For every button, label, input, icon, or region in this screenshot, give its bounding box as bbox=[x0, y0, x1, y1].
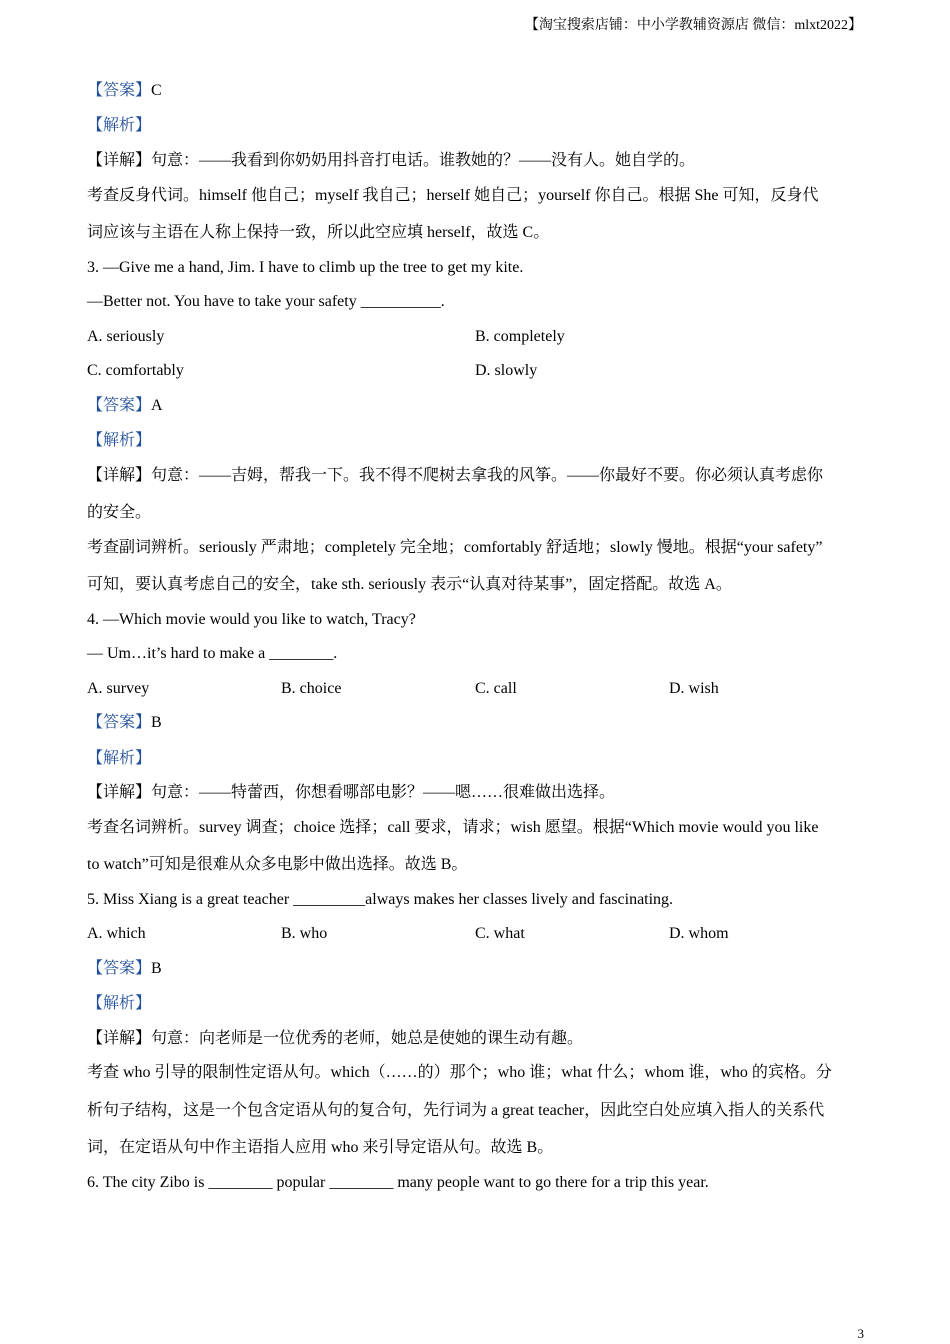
answer-tag: 【答案】 bbox=[87, 960, 152, 977]
option-c: C. call bbox=[475, 680, 517, 697]
option-d: D. wish bbox=[669, 680, 719, 697]
answer-tag: 【答案】 bbox=[87, 397, 152, 414]
option-a: A. which bbox=[87, 925, 146, 942]
question-stem: — Um…it’s hard to make a ________. bbox=[87, 645, 338, 662]
detail-text: 考查名词辨析。survey 调查；choice 选择；call 要求，请求；wish 愿望。根据“Which movie would you like bbox=[87, 819, 819, 836]
question-stem: 4. —Which movie would you like to watch, Tracy? bbox=[87, 611, 416, 628]
page-number: 3 bbox=[857, 1326, 864, 1341]
analysis-tag: 【解析】 bbox=[87, 750, 152, 767]
answer-line bbox=[87, 81, 162, 101]
option-a: A. seriously bbox=[87, 328, 165, 345]
question-stem: 3. —Give me a hand, Jim. I have to climb up the tree to get my kite. bbox=[87, 259, 524, 276]
detail-text: 【详解】句意：向老师是一位优秀的老师，她总是使她的课生动有趣。 bbox=[87, 1030, 584, 1047]
answer-line bbox=[87, 713, 162, 733]
option-b: B. who bbox=[281, 925, 328, 942]
detail-text: 考查副词辨析。seriously 严肃地；completely 完全地；comfortably 舒适地；slowly 慢地。根据“your safety” bbox=[87, 539, 823, 556]
analysis-tag: 【解析】 bbox=[87, 995, 152, 1012]
detail-text: 【详解】句意：——吉姆，帮我一下。我不得不爬树去拿我的风筝。——你最好不要。你必须认真考虑你 bbox=[87, 467, 824, 484]
question-stem: 5. Miss Xiang is a great teacher _________always makes her classes lively and fascinating. bbox=[87, 891, 674, 908]
question-stem: —Better not. You have to take your safety __________. bbox=[87, 293, 445, 310]
detail-text: 【详解】句意：——我看到你奶奶用抖音打电话。谁教她的？——没有人。她自学的。 bbox=[87, 152, 696, 169]
detail-text: 析句子结构，这是一个包含定语从句的复合句，先行词为 a great teacher，因此空白处应填入指人的关系代 bbox=[87, 1102, 825, 1119]
answer-value: B bbox=[151, 960, 162, 977]
option-b: B. completely bbox=[475, 328, 565, 345]
page-header: 【淘宝搜索店铺：中小学教辅资源店 微信：mlxt2022】 bbox=[524, 18, 862, 33]
detail-text: 词，在定语从句中作主语指人应用 who 来引导定语从句。故选 B。 bbox=[87, 1139, 554, 1156]
detail-text: 可知，要认真考虑自己的安全，take sth. seriously 表示“认真对待某事”，固定搭配。故选 A。 bbox=[87, 576, 732, 593]
answer-value: C bbox=[151, 82, 162, 99]
detail-text: 【详解】句意：——特蕾西，你想看哪部电影？——嗯……很难做出选择。 bbox=[87, 784, 616, 801]
question-stem: 6. The city Zibo is ________ popular ________ many people want to go there for a trip this year. bbox=[87, 1174, 709, 1191]
analysis-tag: 【解析】 bbox=[87, 117, 152, 134]
option-a: A. survey bbox=[87, 680, 150, 697]
option-b: B. choice bbox=[281, 680, 342, 697]
detail-text: to watch”可知是很难从众多电影中做出选择。故选 B。 bbox=[87, 856, 468, 873]
answer-tag: 【答案】 bbox=[87, 714, 152, 731]
answer-value: B bbox=[151, 714, 162, 731]
option-d: D. whom bbox=[669, 925, 729, 942]
answer-value: A bbox=[151, 397, 163, 414]
detail-text: 考查反身代词。himself 他自己；myself 我自己；herself 她自己；yourself 你自己。根据 She 可知，反身代 bbox=[87, 187, 819, 204]
option-c: C. what bbox=[475, 925, 525, 942]
answer-tag: 【答案】 bbox=[87, 82, 152, 99]
answer-line bbox=[87, 959, 162, 979]
option-c: C. comfortably bbox=[87, 362, 184, 379]
answer-line bbox=[87, 396, 163, 416]
detail-text: 考查 who 引导的限制性定语从句。which（……的）那个；who 谁；what 什么；whom 谁，who 的宾格。分 bbox=[87, 1064, 832, 1081]
option-d: D. slowly bbox=[475, 362, 538, 379]
detail-text: 的安全。 bbox=[87, 504, 152, 521]
analysis-tag: 【解析】 bbox=[87, 432, 152, 449]
detail-text: 词应该与主语在人称上保持一致，所以此空应填 herself，故选 C。 bbox=[87, 224, 550, 241]
